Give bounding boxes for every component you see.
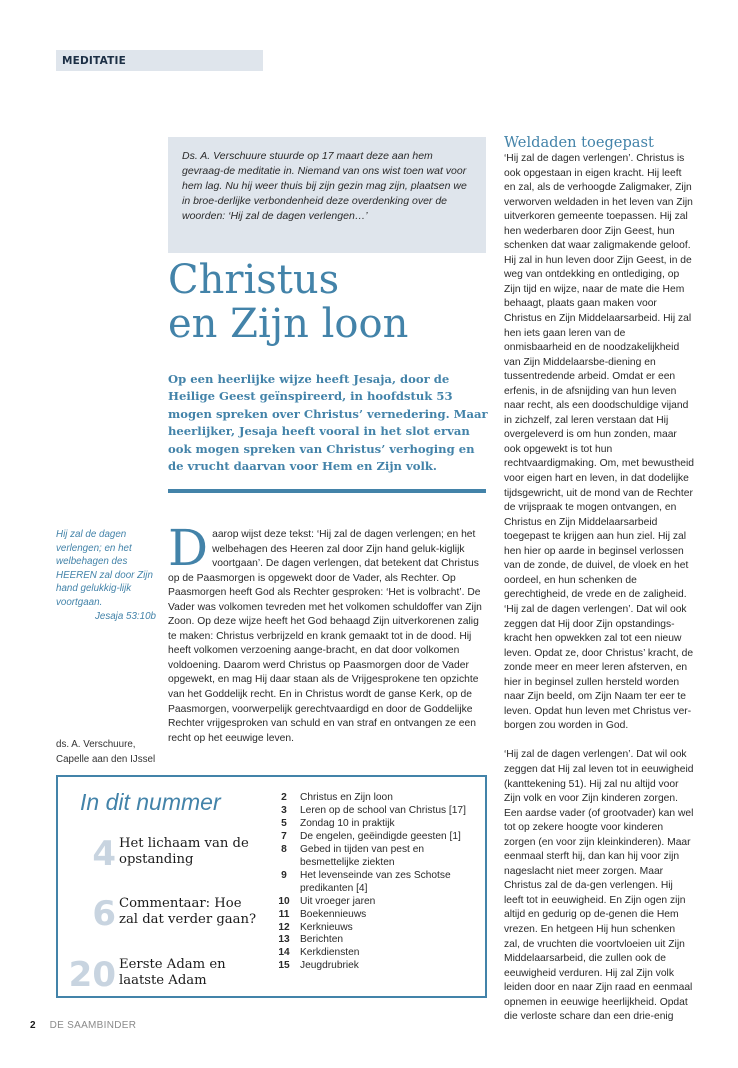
column-paragraph-2: ‘Hij zal de dagen verlengen’. Dat wil ook zeggen dat Hij zal leven tot in eeuwigheid (kanttekening 51). Hij zal nu altijd voor Zijn volk en voor Zijn kinderen zorgen. Een aardse vader (of grootvader) kan wel tot op zekere hoogte voor kinderen zorgen (en voor zijn kleinkinderen). Maar eenmaal sterft hij, dan kan hij voor zijn nageslacht niet meer zorgen. Maar Christus zal de da-gen verlengen. Hij leeft tot in eeuwigheid. En Zijn ogen zijn altijd en gedurig op de-genen die Hem vrezen. En hetgeen Hij hun schenken zal, de vruchten die voortvloeien uit Zijn Middelaarsarbeid, die zullen ook de eeuwigheid verduren. Hij zal Zijn volk leiden door en naar Zijn raad en eenmaal opnemen in eeuwige heerlijkheid. Opdat die verloste schare dan een drie-enig [504,749,694,1023]
toc-page-number: 8 [281,843,287,855]
article-body [168,519,488,746]
toc-item[interactable] [268,831,483,844]
right-column [504,134,694,1025]
toc-title: Zondag 10 in praktijk [300,817,395,829]
toc-page-number: 11 [278,908,290,920]
intro-box: Ds. A. Verschuure stuurde op 17 maart deze aan hem gevraag-de meditatie in. Niemand van ons wist toen wat voor hem lag. Nu hij weer thuis bij zijn gezin mag zijn, plaatsen we in broe-derlijke verbondenheid deze overdenking over de woorden: ‘Hij zal de dagen verlengen…’ [168,137,486,253]
toc-page-number: 15 [278,960,290,972]
article-title [168,258,488,346]
toc-page-number: 2 [281,792,287,803]
toc-title: Kerkdiensten [300,947,360,959]
magazine-name: DE SAAMBINDER [49,1020,137,1031]
toc-list [268,792,483,973]
toc-page-number: 9 [281,869,287,881]
quote-text: Hij zal de dagen verlengen; en het welbehagen des HEEREN zal door Zijn hand gelukkig-lijk voortgaan. [56,529,153,608]
pull-quote [56,528,156,623]
toc-page-number: 12 [278,921,290,933]
drop-cap: D [168,519,209,577]
toc-item[interactable] [268,896,483,909]
toc-title: Leren op de school van Christus [17] [300,804,466,816]
toc-title: Gebed in tijden van pest en besmettelijke ziekten [300,843,425,868]
featured-page-number: 6 [92,894,116,934]
section-tag: MEDITATIE [56,50,263,71]
featured-title: Eerste Adam en laatste Adam [119,957,226,988]
toc-title: De engelen, geëindigde geesten [1] [300,830,461,842]
featured-title: Commentaar: Hoe zal dat verder gaan? [119,896,257,927]
title-line-2: en Zijn loon [168,301,409,347]
toc-page-number: 7 [281,830,287,842]
toc-item[interactable] [268,818,483,831]
toc-title: Uit vroeger jaren [300,895,376,907]
toc-title: Boekennieuws [300,908,367,920]
toc-featured-item[interactable] [64,955,254,999]
toc-item[interactable] [268,960,483,973]
toc-title: Kerknieuws [300,921,353,933]
toc-item[interactable] [268,870,483,896]
toc-page-number: 10 [278,895,290,907]
page-footer [30,1020,136,1031]
table-of-contents [56,775,487,998]
featured-page-number: 4 [92,834,116,874]
toc-item[interactable] [268,934,483,947]
toc-page-number: 3 [281,804,287,816]
page-number: 2 [30,1020,36,1031]
author-place: Capelle aan den IJssel [56,754,156,765]
toc-item[interactable] [268,805,483,818]
toc-featured-item[interactable] [64,834,254,878]
author-credit [56,737,166,767]
toc-heading: In dit nummer [80,789,221,815]
title-line-1: Christus [168,257,340,303]
toc-item[interactable] [268,792,483,805]
column-paragraph-1: ‘Hij zal de dagen verlengen’. Christus is ook opgestaan in eigen kracht. Hij leeft en zal, als de verhoogde Zaligmaker, Zijn verworven weldaden in het leven van Zijn uitverkoren gemeente toepassen. Hij zal hen wederbaren door Zijn Geest, hun schenken dat waar zaligmakende geloof. Hij zal in hun leven door Zijn Geest, in de weg van ontdekking en ontlediging, op Zijn tijd en wijze, naar de mate die Hem behaagt, plaats gaan maken voor Christus en Zijn Middelaarsarbeid. Hij zal hen iets gaan leren van de onmisbaarheid en de noodzakelijkheid van Zijn Middelaarsbe-diening en tussentredende arbeid. Omdat er een erfenis, in de afsnijding van hun leven naar recht, als een doodschuldige vijand in zichzelf, zal leren verstaan dat Hij overgeleverd is om hun zonden, maar ook opgewekt is tot hun rechtvaardigmaking. Om, met bewustheid voor eigen hart en leven, in dat dodelijke tijdsgewricht, uit de mond van de Rechter de vrijspraak te mogen ontvangen, en Christus en Zijn Middelaarsarbeid toegepast te krijgen aan hun ziel. Hij zal hen hier op aarde in beginsel verlossen van de zonde, de duivel, de vloek en het oordeel, en hun schenken de gerechtigheid, de vrede en de zaligheid. ‘Hij zal de dagen verlengen’. Dat wil ook zeggen dat Hij door Zijn opstandings-kracht hen opwekken zal tot een nieuw leven. Opdat ze, door Christus’ kracht, de zonde meer en meer leren afsterven, en hier in beginsel zullen hersteld worden naar Zijn beeld, om Zijn Naam ter eer te leven. Opdat hun leven met Christus ver-borgen zou worden in God. [504,153,695,732]
featured-title: Het lichaam van de opstanding [119,836,249,867]
lead-paragraph: Op een heerlijke wijze heeft Jesaja, door de Heilige Geest geïnspireerd, in hoofdstuk 53 mogen spreken over Christus’ vernedering. Maar heerlijker, Jesaja heeft vooral in het slot ervan ook mogen spreken van Christus’ verhoging en de vrucht daarvan voor Hem en Zijn volk. [168,372,488,474]
toc-item[interactable] [268,922,483,935]
toc-page-number: 5 [281,817,287,829]
quote-reference: Jesaja 53:10b [94,610,156,622]
toc-title: Jeugdrubriek [300,960,359,972]
subheading: Weldaden toegepast [504,134,654,151]
toc-featured-item[interactable] [64,894,257,938]
toc-title: Het levenseinde van zes Schotse predikanten [4] [300,869,451,894]
toc-title: Berichten [300,934,344,946]
toc-page-number: 13 [278,934,290,946]
toc-item[interactable] [268,909,483,922]
author-name: ds. A. Verschuure, [56,739,136,750]
toc-item[interactable] [268,844,483,870]
toc-title: Christus en Zijn loon [300,792,393,803]
divider-rule [168,489,486,493]
toc-page-number: 14 [278,947,290,959]
body-text: aarop wijst deze tekst: ‘Hij zal de dagen verlengen; en het welbehagen des Heeren zal door Zijn hand geluk-kiglijk voortgaan’. De dagen verlengen, dat betekent dat Christus op de Paasmorgen is opgewekt door de Vader, als Rechter. Op Paasmorgen heeft God als Rechter gesproken: ‘Het is volbracht’. De Vader was volkomen tevreden met het volkomen schuldoffer van Zijn Zoon. Op deze wijze heeft het God behaagd Zijn uitverkorenen zalig te maken: Christus verbrijzeld en krank gemaakt tot in de dood. Hij heeft volkomen verzoening aange-bracht, en dat door volkomen voldoening. Daarom werd Christus op Paasmorgen door de Vader opgewekt, en mag Hij daar staan als de Vrijgesprokene ten opzichte van het Goddelijk recht. En in Christus wordt de ganse Kerk, op de Paasmorgen, voorwerpelijk gerechtvaardigd en door de Goddelijke Rechter vrijgesproken van schuld en van straf en ontvangen ze een recht op het eeuwige leven. [168,529,482,744]
featured-page-number: 20 [68,955,116,995]
toc-item[interactable] [268,947,483,960]
